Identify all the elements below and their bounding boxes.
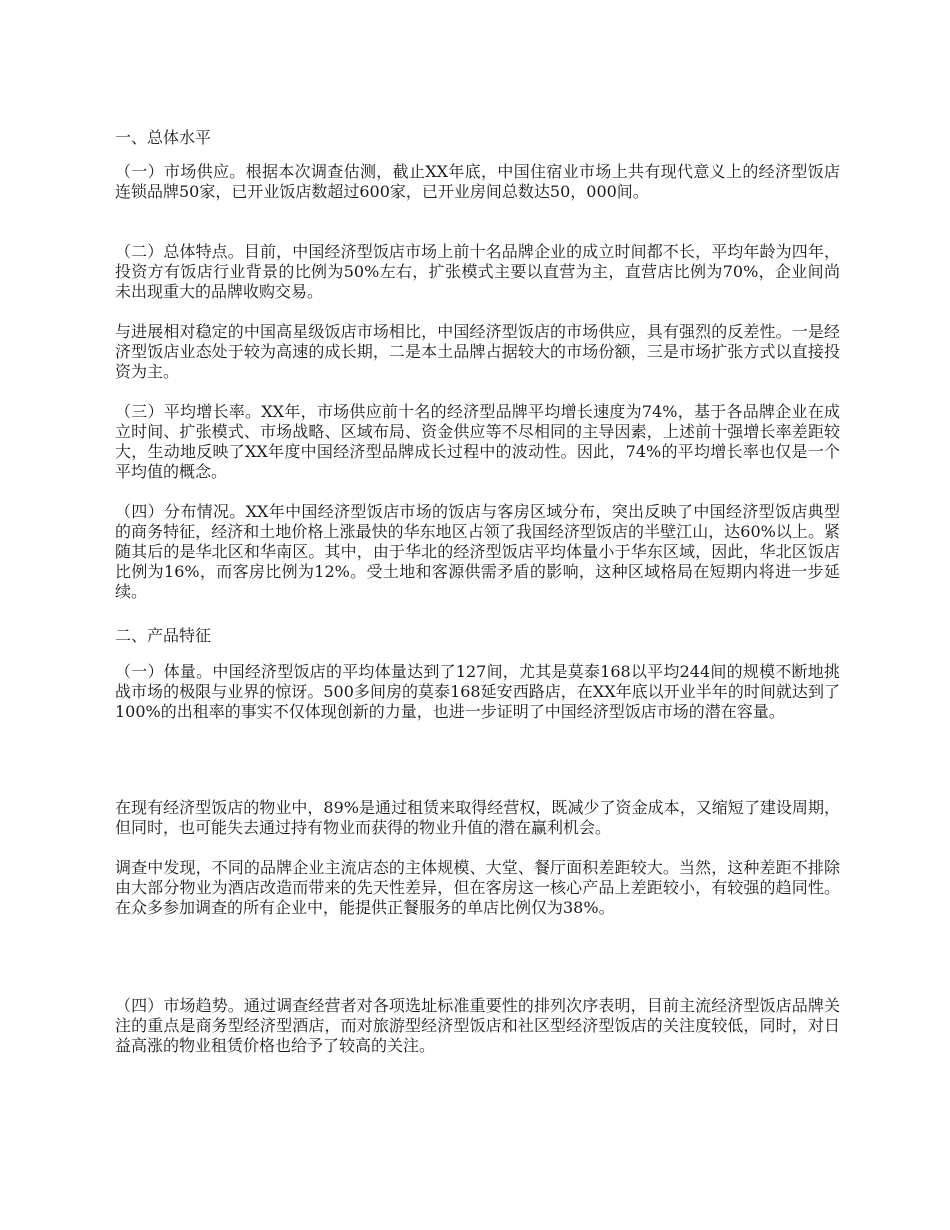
paragraph-market-supply: （一）市场供应。根据本次调查估测，截止XX年底，中国住宿业市场上共有现代意义上的经济型饭店连锁品牌50家，已开业饭店数超过600家，已开业房间总数达50，000间。: [115, 162, 840, 201]
paragraph-contrast: 与进展相对稳定的中国高星级饭店市场相比，中国经济型饭店的市场供应，具有强烈的反差性。一是经济型饭店业态处于较为高速的成长期，二是本土品牌占据较大的市场份额，三是市场扩张方式以直接投资为主。: [115, 322, 840, 381]
paragraph-distribution: （四）分布情况。XX年中国经济型饭店市场的饭店与客房区域分布，突出反映了中国经济型饭店典型的商务特征，经济和土地价格上涨最快的华东地区占领了我国经济型饭店的半壁江山，达60%以上。紧随其后的是华北区和华南区。其中，由于华北的经济型饭店平均体量小于华东区域，因此，华北区饭店比例为16%，而客房比例为12%。受土地和客源供需矛盾的影响，这种区域格局在短期内将进一步延续。: [115, 502, 840, 601]
paragraph-average-growth: （三）平均增长率。XX年，市场供应前十名的经济型品牌平均增长速度为74%，基于各品牌企业在成立时间、扩张模式、市场战略、区域布局、资金供应等不尽相同的主导因素，上述前十强增长率差距较大，生动地反映了XX年度中国经济型品牌成长过程中的波动性。因此，74%的平均增长率也仅是一个平均值的概念。: [115, 402, 840, 481]
paragraph-volume: （一）体量。中国经济型饭店的平均体量达到了127间，尤其是莫泰168以平均244间的规模不断地挑战市场的极限与业界的惊讶。500多间房的莫泰168延安西路店，在XX年底以开业半年的时间就达到了100%的出租率的事实不仅体现创新的力量，也进一步证明了中国经济型饭店市场的潜在容量。: [115, 662, 840, 721]
paragraph-market-trend: （四）市场趋势。通过调查经营者对各项选址标准重要性的排列次序表明，目前主流经济型饭店品牌关注的重点是商务型经济型酒店，而对旅游型经济型饭店和社区型经济型饭店的关注度较低，同时，对日益高涨的物业租赁价格也给予了较高的关注。: [115, 996, 840, 1055]
section-heading-product-features: 二、产品特征: [115, 626, 212, 645]
section-heading-overall-level: 一、总体水平: [115, 128, 212, 147]
paragraph-survey-findings: 调查中发现，不同的品牌企业主流店态的主体规模、大堂、餐厅面积差距较大。当然，这种差距不排除由大部分物业为酒店改造而带来的先天性差异，但在客房这一核心产品上差距较小，有较强的趋同性。在众多参加调查的所有企业中，能提供正餐服务的单店比例仅为38%。: [115, 858, 840, 917]
paragraph-property-lease: 在现有经济型饭店的物业中，89%是通过租赁来取得经营权，既减少了资金成本，又缩短了建设周期，但同时，也可能失去通过持有物业而获得的物业升值的潜在赢利机会。: [115, 798, 840, 837]
paragraph-overall-characteristics: （二）总体特点。目前，中国经济型饭店市场上前十名品牌企业的成立时间都不长，平均年龄为四年，投资方有饭店行业背景的比例为50%左右，扩张模式主要以直营为主，直营店比例为70%，企业间尚未出现重大的品牌收购交易。: [115, 242, 840, 301]
